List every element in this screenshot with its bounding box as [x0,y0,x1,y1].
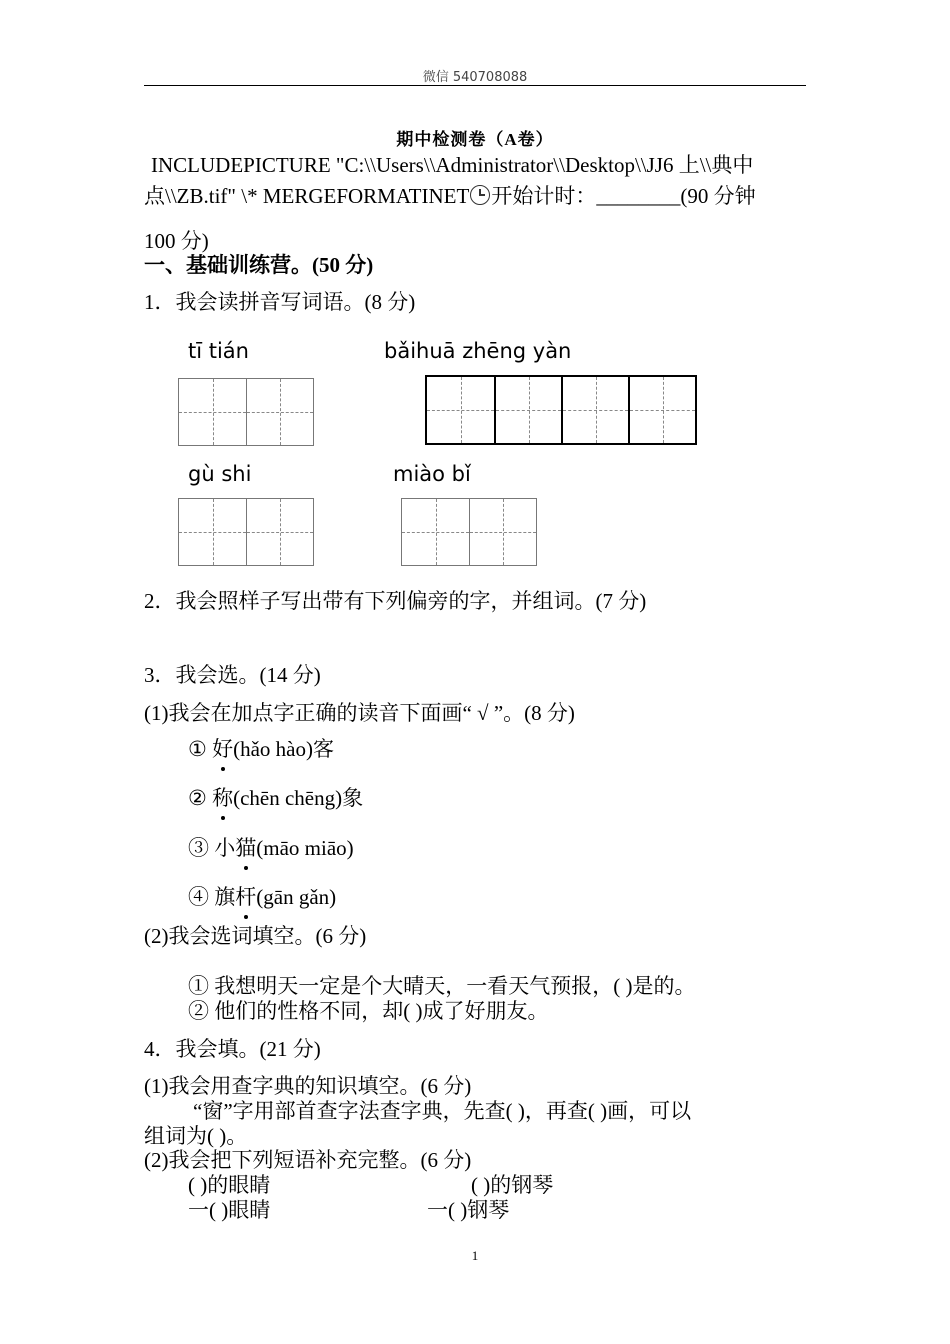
grid-cell[interactable] [402,499,469,565]
q4-sub2: (2)我会把下列短语补充完整。(6 分) [144,1148,472,1172]
q4-sub1: (1)我会用查字典的知识填空。(6 分) [144,1074,472,1098]
dotted-char: 称 [212,782,233,812]
q1-title: 1．我会读拼音写词语。(8 分) [144,290,416,314]
grid-cell[interactable] [427,377,494,443]
pinyin-4: miào bǐ [393,462,471,486]
dotted-char: 猫 [235,832,256,862]
writing-grid-3 [178,498,314,566]
header-divider [144,85,806,86]
grid-cell[interactable] [179,379,246,445]
grid-cell[interactable] [246,499,313,565]
dotted-char: 杆 [235,881,256,911]
phrase-3: 一( )眼睛 [188,1198,271,1222]
grid-cell[interactable] [561,377,628,443]
grid-cell[interactable] [469,499,536,565]
pinyin-3: gù shi [188,462,252,486]
timer-label: 开始计时：________(90 分钟 [491,184,756,208]
grid-cell[interactable] [494,377,561,443]
q4-line-2: 组词为( )。 [144,1124,248,1148]
page-number: 1 [471,1248,479,1263]
include-field-line-2 [144,180,756,210]
q3-fill-1: ① 我想明天一定是个大晴天，一看天气预报，( )是的。 [188,974,696,998]
writing-grid-1 [178,378,314,446]
dotted-char: 好 [212,733,233,763]
exam-title: 期中检测卷（A卷） [396,130,554,149]
phrase-4: 一( )钢琴 [427,1198,510,1222]
page-header: 微信 540708088 [422,70,528,85]
pinyin-2: bǎihuā zhēng yàn [384,339,572,363]
phrase-1: ( )的眼睛 [188,1173,271,1197]
q4-line-1: “窗”字用部首查字法查字典，先查( )，再查( )画，可以 [193,1099,692,1123]
q3-sub1: (1)我会在加点字正确的读音下面画“ √ ”。(8 分) [144,701,575,725]
q2-title: 2．我会照样子写出带有下列偏旁的字，并组词。(7 分) [144,589,647,613]
q3-sub2: (2)我会选词填空。(6 分) [144,924,367,948]
q3-item-1: ① 好(hǎo hào)客 [188,733,334,763]
include-field-line-1: INCLUDEPICTURE "C:\\Users\\Administrator\\Desktop\\JJ6 上\\典中 [151,153,754,177]
q4-title: 4．我会填。(21 分) [144,1037,321,1061]
q3-item-3: ③ 小猫(māo miāo) [188,832,354,862]
q3-item-4: ④ 旗杆(gān gǎn) [188,881,336,911]
grid-cell[interactable] [628,377,695,443]
section1-heading: 一、基础训练营。(50 分) [144,253,374,277]
include-field-line-3: 100 分) [144,229,209,253]
clock-icon [470,185,490,205]
grid-cell[interactable] [246,379,313,445]
writing-grid-2 [425,375,697,445]
q3-item-2: ② 称(chēn chēng)象 [188,782,363,812]
q3-title: 3．我会选。(14 分) [144,663,321,687]
grid-cell[interactable] [179,499,246,565]
include-field-path: 点\\ZB.tif" \* MERGEFORMATINET [144,184,470,208]
q3-fill-2: ② 他们的性格不同，却( )成了好朋友。 [188,999,549,1023]
phrase-2: ( )的钢琴 [471,1173,554,1197]
pinyin-1: tī tián [188,339,249,363]
writing-grid-4 [401,498,537,566]
